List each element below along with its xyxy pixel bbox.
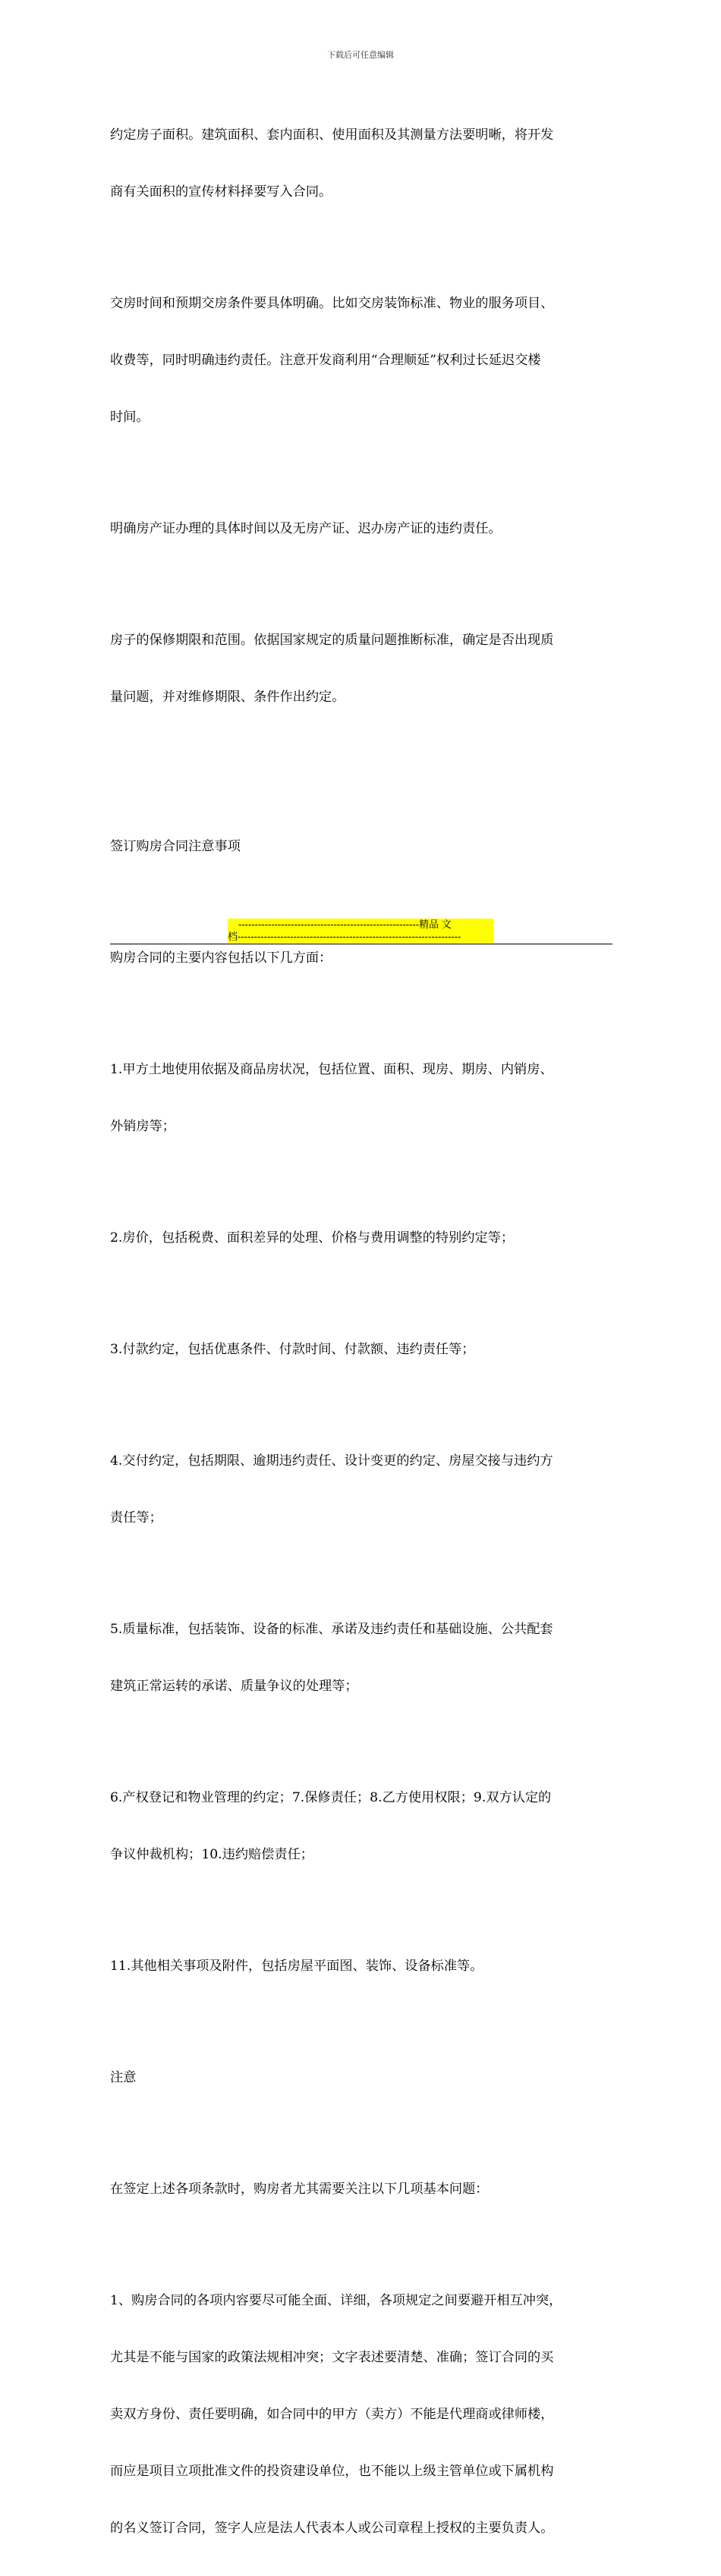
text-line: 卖双方身份、责任要明确，如合同中的甲方（卖方）不能是代理商或律师楼，: [110, 2407, 554, 2422]
footer-line: -------------------------------------------------------精品 文: [228, 919, 493, 931]
text-line: 11.其他相关事项及附件，包括房屋平面图、装饰、设备标准等。: [110, 1959, 483, 1974]
footer-line: 档--------------------------------------------------------------------: [228, 931, 493, 943]
text-line: 6.产权登记和物业管理的约定；7.保修责任；8.乙方使用权限；9.双方认定的: [110, 1790, 552, 1805]
section-heading: [110, 800, 615, 894]
text-line: 时间。: [110, 410, 150, 425]
text-line: 在签定上述各项条款时，购房者尤其需要关注以下几项基本问题：: [110, 2182, 489, 2197]
text-line: 外销房等；: [110, 1119, 175, 1134]
paragraph: [110, 256, 615, 465]
text-line: 2.房价，包括税费、面积差异的处理、价格与费用调整的特别约定等；: [110, 1230, 515, 1246]
list-item: [110, 1919, 615, 2014]
footer-watermark: [228, 919, 493, 943]
text-line: 1、购房合同的各项内容要尽可能全面、详细，各项规定之间要避开相互冲突，: [110, 2293, 562, 2308]
text-line: 而应是项目立项批准文件的投资建设单位，也不能以上级主管单位或下属机构: [110, 2464, 554, 2479]
text-line: 量问题，并对维修期限、条件作出约定。: [110, 690, 345, 705]
text-line: 明确房产证办理的具体时间以及无房产证、迟办房产证的违约责任。: [110, 521, 502, 536]
text-line: 5.质量标准，包括装饰、设备的标准、承诺及违约责任和基础设施、公共配套: [110, 1622, 553, 1637]
paragraph: [110, 2254, 615, 2576]
list-item: [110, 1302, 615, 1397]
paragraph: [110, 2142, 615, 2237]
document-body: [110, 88, 615, 2576]
list-item: [110, 1023, 615, 1174]
text-line: 争议仲裁机构；10.违约赔偿责任；: [110, 1847, 313, 1862]
header-note: 下载后可任意编辑: [327, 50, 394, 60]
text-line: 交房时间和预期交房条件要具体明确。比如交房装饰标准、物业的服务项目、: [110, 296, 554, 311]
paragraph: [110, 482, 615, 576]
text-line: 房子的保修期限和范围。依据国家规定的质量问题推断标准，确定是否出现质: [110, 633, 554, 648]
text-line: 责任等；: [110, 1510, 162, 1525]
text-line: 购房合同的主要内容包括以下几方面：: [110, 950, 332, 966]
list-item: [110, 1582, 615, 1734]
text-line: 建筑正常运转的承诺、质量争议的处理等；: [110, 1679, 358, 1694]
text-line: 的名义签订合同，签字人应是法人代表本人或公司章程上授权的主要负责人。: [110, 2521, 554, 2536]
list-item: [110, 1751, 615, 1902]
text-line: 尤其是不能与国家的政策法规相冲突；文字表述要清楚、准确；签订合同的买: [110, 2350, 554, 2365]
text-line: 1.甲方土地使用依据及商品房状况，包括位置、面积、现房、期房、内销房、: [110, 1062, 553, 1077]
text-line: 4.交付约定，包括期限、逾期违约责任、设计变更的约定、房屋交接与违约方: [110, 1453, 553, 1469]
list-item: [110, 1191, 615, 1286]
paragraph: [110, 593, 615, 745]
text-line: 收费等，同时明确违约责任。注意开发商利用“合理顺延”权利过长延迟交楼: [110, 353, 541, 368]
text-line: 3.付款约定，包括优惠条件、付款时间、付款额、违约责任等；: [110, 1342, 475, 1357]
heading-text: 签订购房合同注意事项: [110, 839, 241, 854]
list-item: [110, 1414, 615, 1566]
paragraph: [110, 88, 615, 240]
text-line: 商有关面积的宣传材料择要写入合同。: [110, 184, 332, 199]
text-line: 约定房子面积。建筑面积、套内面积、使用面积及其测量方法要明晰，将开发: [110, 127, 554, 143]
section-heading: [110, 2031, 615, 2125]
heading-text: 注意: [110, 2070, 137, 2085]
